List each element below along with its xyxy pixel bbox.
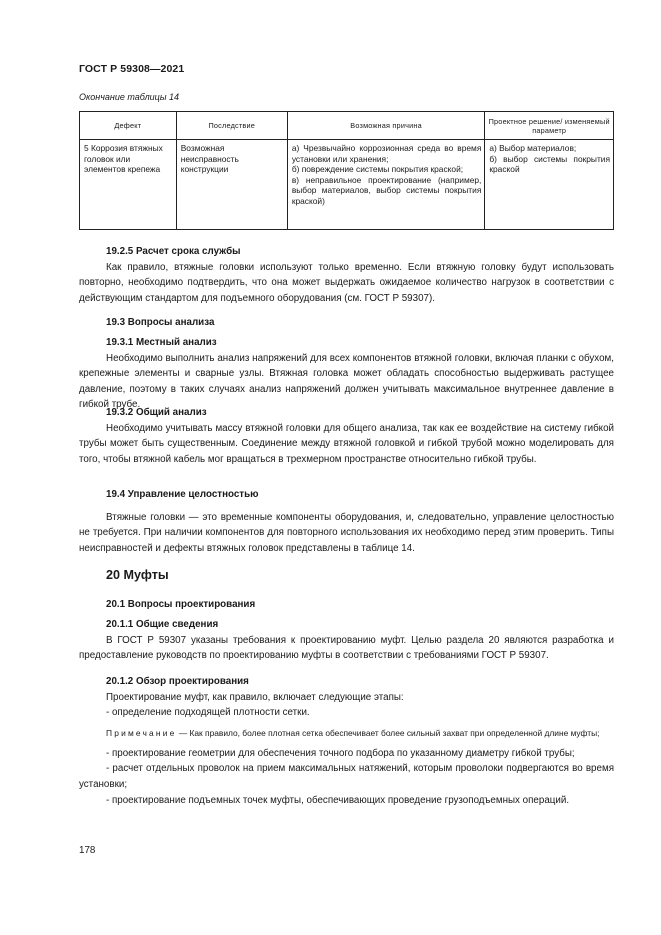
section-20-1-2 bbox=[79, 674, 614, 808]
paragraph: Втяжные головки — это временные компоненты оборудования, и, следовательно, управление целостностью не требуется. При наличии компонентов для повторного использования их необходимо перед этим проверить. Типы неисправностей и дефекты втяжных головок представлены в таблице 14. bbox=[79, 511, 614, 554]
section-heading: 19.2.5 Расчет срока службы bbox=[106, 246, 241, 257]
section-heading: 20.1.2 Обзор проектирования bbox=[106, 676, 249, 687]
section-20 bbox=[79, 568, 614, 584]
list-item: - определение подходящей плотности сетки. bbox=[106, 707, 310, 719]
table-row bbox=[80, 140, 614, 230]
section-19-4 bbox=[79, 487, 614, 556]
paragraph: Необходимо выполнить анализ напряжений для всех компонентов втяжной головки, включая планки с обухом, крепежные элементы и сварные узлы. Втяжная головка может обладать способностью выдерживать растущее давление, поэтому в таких случаях анализ напряжений должен учитывать максимальное внутреннее давление в гибкой трубе. bbox=[79, 352, 614, 411]
col-header-cause: Возможная причина bbox=[287, 112, 485, 140]
cause-item-b: б) повреждение системы покрытия краской; bbox=[291, 164, 464, 175]
solution-item-b: б) выбор системы покрытия краской bbox=[489, 153, 610, 175]
cell-cause bbox=[287, 140, 485, 230]
section-20-1 bbox=[79, 597, 614, 613]
cell-solution bbox=[485, 140, 614, 230]
page-number: 178 bbox=[79, 845, 96, 856]
section-heading: 19.3.1 Местный анализ bbox=[106, 337, 217, 348]
section-heading: 19.3.2 Общий анализ bbox=[106, 407, 207, 418]
paragraph: Проектирование муфт, как правило, включает следующие этапы: bbox=[106, 691, 404, 703]
section-19-3-1 bbox=[79, 335, 614, 413]
col-header-solution: Проектное решение/ изменяемый параметр bbox=[485, 112, 614, 140]
table-14 bbox=[79, 111, 614, 230]
cell-consequence: Возможная неисправность конструкции bbox=[176, 140, 287, 230]
col-header-defect: Дефект bbox=[80, 112, 177, 140]
note-label: Примечание bbox=[106, 727, 177, 738]
section-heading: 20.1 Вопросы проектирования bbox=[106, 599, 256, 610]
paragraph: Как правило, втяжные головки используют только временно. Если втяжную головку будут использовать повторно, необходимо подтвердить, что она может выдержать ожидаемое количество нагрузок в соответствии с действующим стандартом для подъемного оборудования (см. ГОСТ Р 59307). bbox=[79, 261, 614, 304]
section-heading: 20.1.1 Общие сведения bbox=[106, 619, 219, 630]
paragraph: Необходимо учитывать массу втяжной головки для общего анализа, так как ее воздействие на систему гибкой трубы может быть существенным. Соединение между втяжной головкой и гибкой трубой можно моделировать для того, чтобы втяжной кабель мог вращаться в трехмерном пространстве относительно гибкой трубы. bbox=[79, 422, 614, 465]
table-caption: Окончание таблицы 14 bbox=[79, 92, 179, 102]
cause-item-c: в) неправильное проектирование (например, выбор материалов, выбор системы покрытия краской) bbox=[291, 174, 482, 206]
section-19-2-5 bbox=[79, 244, 614, 306]
section-20-1-1 bbox=[79, 617, 614, 664]
col-header-consequence: Последствие bbox=[176, 112, 287, 140]
note-text: — Как правило, более плотная сетка обеспечивает более сильный захват при определенной длине муфты; bbox=[178, 727, 600, 738]
note bbox=[79, 727, 614, 740]
section-heading: 19.4 Управление целостностью bbox=[106, 489, 259, 500]
table-header-row bbox=[80, 112, 614, 140]
section-heading: 19.3 Вопросы анализа bbox=[106, 317, 215, 328]
list-item: - проектирование геометрии для обеспечения точного подбора по указанному диаметру гибкой трубы; bbox=[106, 747, 575, 759]
section-19-3-2 bbox=[79, 405, 614, 467]
section-19-3 bbox=[79, 315, 614, 331]
paragraph: В ГОСТ Р 59307 указаны требования к проектированию муфт. Целью раздела 20 являются разработка и предоставление руководств по проектированию муфты в соответствии с требованиями ГОСТ Р 59307. bbox=[79, 634, 614, 662]
cause-item-a: а) Чрезвычайно коррозионная среда во время установки или хранения; bbox=[291, 143, 482, 164]
cell-defect: 5 Коррозия втяжных головок или элементов крепежа bbox=[80, 140, 177, 230]
list-item: - расчет отдельных проволок на прием максимальных натяжений, которым проволоки подвергаются во время установки; bbox=[79, 763, 614, 790]
solution-item-a: а) Выбор материалов; bbox=[489, 143, 577, 153]
document-header: ГОСТ Р 59308—2021 bbox=[79, 63, 185, 75]
chapter-heading: 20 Муфты bbox=[106, 568, 169, 582]
list-item: - проектирование подъемных точек муфты, обеспечивающих проведение грузоподъемных операций. bbox=[106, 794, 570, 806]
